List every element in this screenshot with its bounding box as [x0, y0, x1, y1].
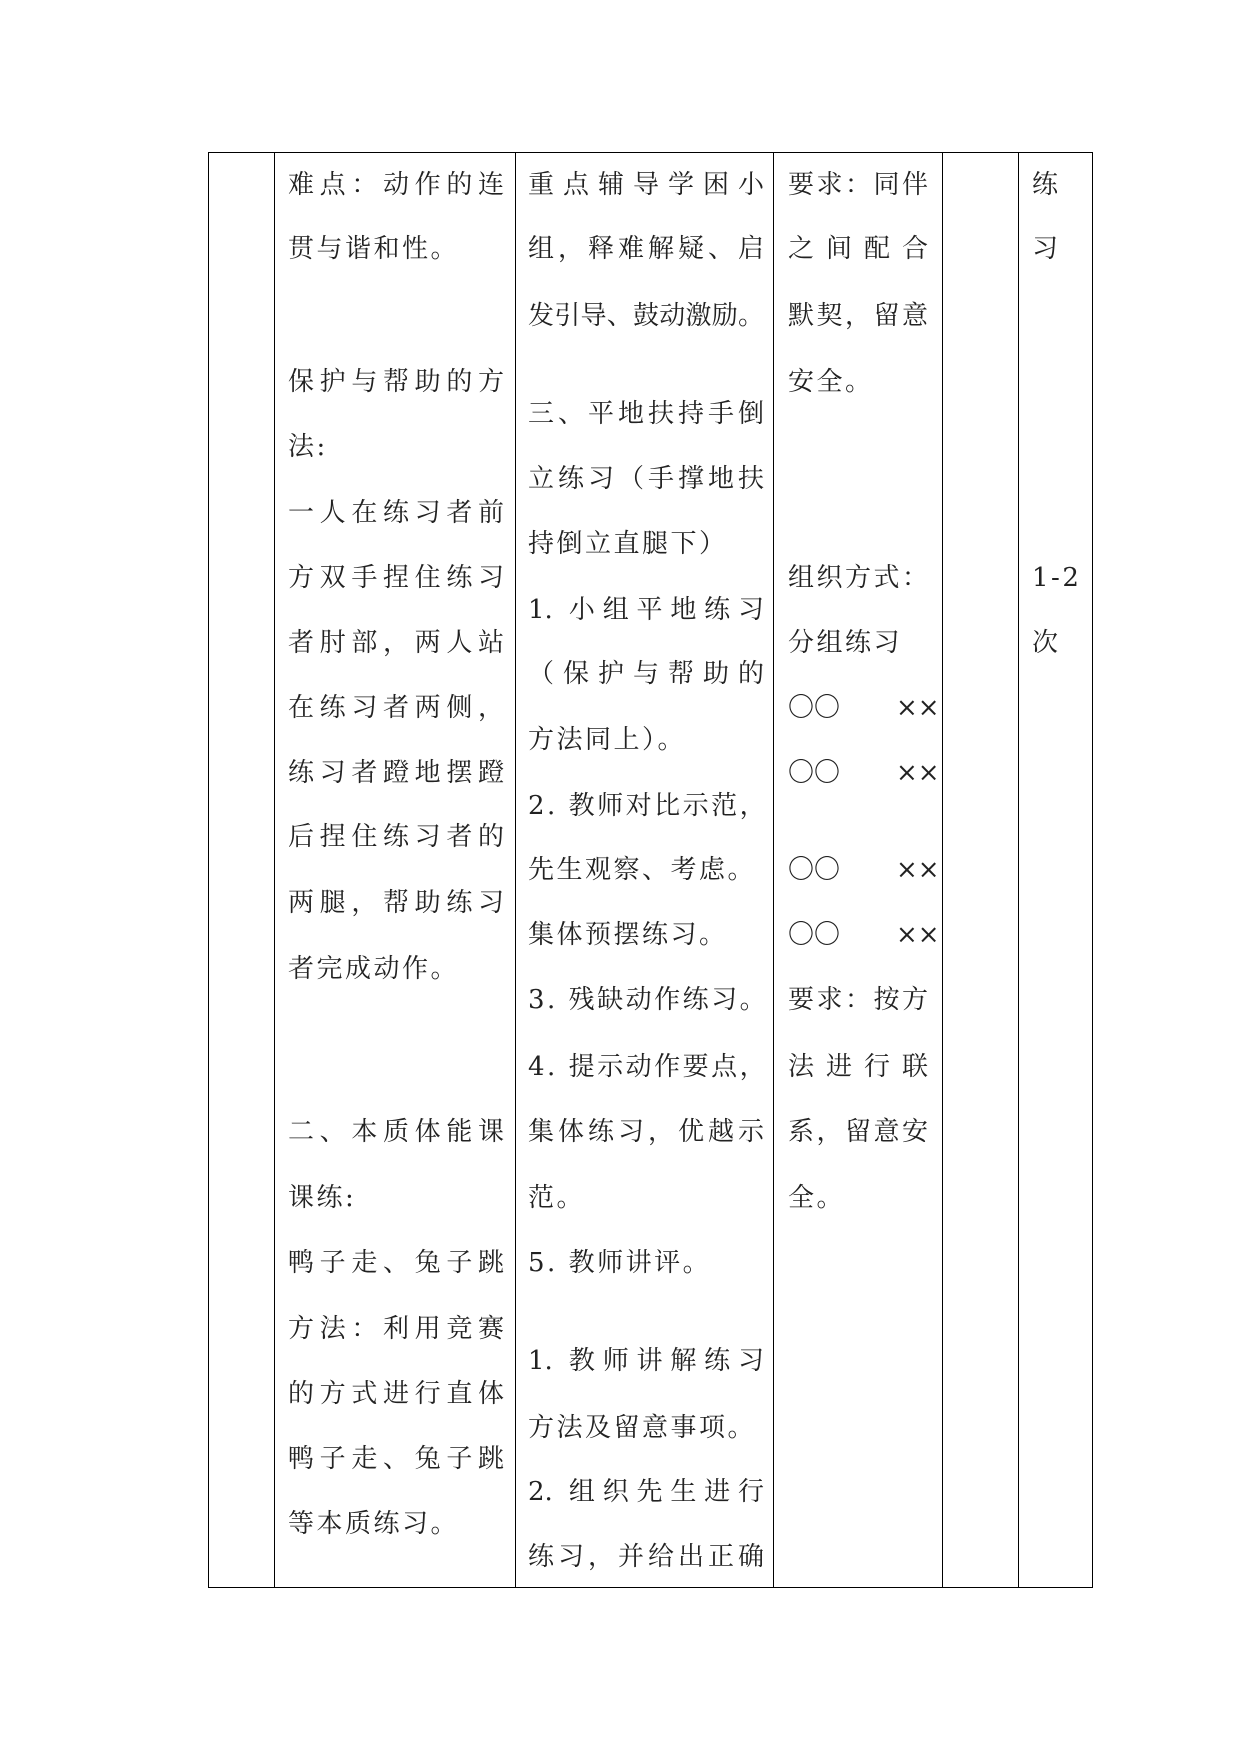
formation-group-b: ××: [896, 920, 940, 950]
content-text-line: 贯与谐和性。: [288, 234, 460, 264]
formation-group-a: 〇〇: [788, 693, 841, 723]
method-text-line: 发引导、鼓动激励。: [528, 301, 764, 331]
requirement-text-line: 系，留意安: [788, 1117, 928, 1147]
content-text-line: 方双手捏住练习: [288, 563, 504, 593]
method-text-line: 2. 教师对比示范，: [528, 791, 769, 821]
method-text-line: 1. 小组平地练习: [528, 595, 764, 625]
formation-group-b: ××: [896, 855, 940, 885]
method-text-line: 5. 教师讲评。: [528, 1248, 712, 1278]
formation-group-a: 〇〇: [788, 855, 841, 885]
column-divider-2: [515, 152, 516, 1588]
column-divider-3: [773, 152, 774, 1588]
content-text-line: 难点：动作的连: [288, 170, 504, 200]
method-text-line: 三、平地扶持手倒: [528, 399, 764, 429]
content-text-line: 后捏住练习者的: [288, 822, 504, 852]
method-text-line: 集体练习，优越示: [528, 1117, 764, 1147]
requirement-text-line: 默契，留意: [788, 301, 928, 331]
organization-label: 组织方式：: [788, 563, 931, 593]
notes-text: 练: [1032, 170, 1061, 200]
content-text-line: 二、本质体能课: [288, 1117, 504, 1147]
content-text-line: 保护与帮助的方: [288, 367, 504, 397]
requirement-text-line: 法进行联: [788, 1052, 928, 1082]
method-text-line: 集体预摆练习。: [528, 920, 728, 950]
method-text-line: 立练习（手撑地扶: [528, 464, 764, 494]
method-text-line: 2. 组织先生进行: [528, 1477, 764, 1507]
column-divider-5: [1018, 152, 1019, 1588]
column-divider-1: [274, 152, 275, 1588]
content-text-line: 方法：利用竞赛: [288, 1314, 504, 1344]
method-text-line: （保护与帮助的: [528, 659, 764, 689]
requirement-text-line: 全。: [788, 1183, 846, 1213]
method-text-line: 方法同上）。: [528, 725, 687, 755]
method-text-line: 4. 提示动作要点，: [528, 1052, 769, 1082]
requirement-text-line: 安全。: [788, 367, 874, 397]
formation-group-b: ××: [896, 758, 940, 788]
method-text-line: 练习，并给出正确: [528, 1542, 764, 1572]
content-text-line: 者肘部，两人站: [288, 628, 504, 658]
method-text-line: 3. 残缺动作练习。: [528, 985, 769, 1015]
repetition-unit: 次: [1032, 628, 1061, 658]
requirement-text-line: 要求：同伴: [788, 170, 928, 200]
content-text-line: 练习者蹬地摆蹬: [288, 758, 504, 788]
content-text-line: 在练习者两侧，: [288, 693, 504, 723]
content-text-line: 的方式进行直体: [288, 1379, 504, 1409]
formation-group-b: ××: [896, 693, 940, 723]
content-text-line: 法:: [288, 432, 328, 462]
requirement-text-line: 之间配合: [788, 234, 928, 264]
formation-group-a: 〇〇: [788, 758, 841, 788]
requirement-text-line: 要求：按方: [788, 985, 928, 1015]
column-divider-4: [942, 152, 943, 1588]
notes-text: 习: [1032, 234, 1061, 264]
method-text-line: 重点辅导学困小: [528, 170, 764, 200]
content-text-line: 者完成动作。: [288, 954, 460, 984]
method-text-line: 范。: [528, 1183, 586, 1213]
repetition-count: 1-2: [1032, 563, 1082, 593]
method-text-line: 持倒立直腿下）: [528, 529, 728, 559]
content-text-line: 课练:: [288, 1183, 357, 1213]
method-text-line: 组，释难解疑、启: [528, 234, 764, 264]
content-text-line: 两腿，帮助练习: [288, 888, 504, 918]
method-text-line: 1. 教师讲解练习: [528, 1346, 764, 1376]
method-text-line: 方法及留意事项。: [528, 1413, 757, 1443]
method-text-line: 先生观察、考虑。: [528, 855, 757, 885]
organization-label: 分组练习: [788, 628, 903, 658]
content-text-line: 鸭子走、兔子跳: [288, 1248, 504, 1278]
content-text-line: 等本质练习。: [288, 1509, 460, 1539]
formation-group-a: 〇〇: [788, 920, 841, 950]
content-text-line: 鸭子走、兔子跳: [288, 1444, 504, 1474]
content-text-line: 一人在练习者前: [288, 498, 504, 528]
